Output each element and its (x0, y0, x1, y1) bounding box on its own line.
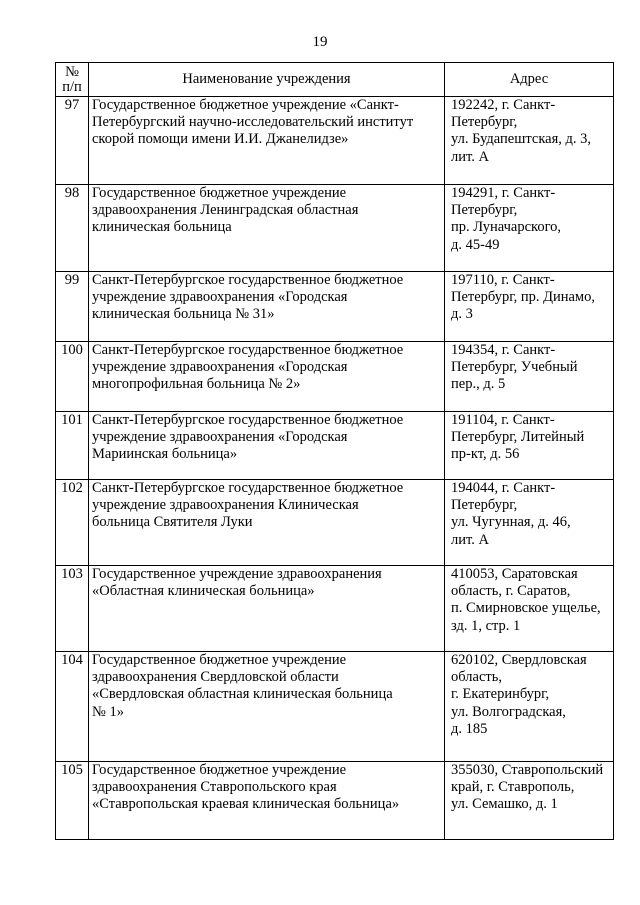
table-row (56, 652, 614, 762)
address-line: 410053, Саратовская (451, 566, 578, 582)
institution-name-line: скорой помощи имени И.И. Джанелидзе» (92, 131, 349, 148)
table-row (56, 762, 614, 840)
address-line: 355030, Ставропольский (451, 762, 604, 778)
table-row (56, 342, 614, 412)
address-line: Петербург, (451, 497, 518, 514)
institution-name-line: Санкт-Петербургское государственное бюджетное (92, 480, 404, 496)
address-line: п. Смирновское ущелье, (451, 600, 601, 617)
institution-name-line: Санкт-Петербургское государственное бюджетное (92, 342, 404, 358)
address-line: Петербург, пр. Динамо, (451, 289, 595, 306)
institution-name-line: Государственное бюджетное учреждение «Санкт- (92, 97, 399, 113)
address-line: г. Екатеринбург, (451, 686, 550, 703)
address-cell (445, 342, 614, 412)
address-cell (445, 566, 614, 652)
address-cell (445, 272, 614, 342)
institution-name-line: № 1» (92, 703, 124, 720)
address-line: ул. Чугунная, д. 46, (451, 514, 571, 531)
address-cell (445, 762, 614, 840)
column-header-name: Наименование учреждения (89, 63, 445, 97)
address-line: 192242, г. Санкт- (451, 97, 556, 113)
row-number-cell (56, 762, 89, 840)
address-line: ул. Волгоградская, (451, 703, 566, 720)
column-header-address: Адрес (445, 63, 614, 97)
row-number: 105 (61, 762, 83, 778)
address-line: лит. А (451, 148, 489, 165)
institution-name-cell (89, 762, 445, 840)
institution-name-line: «Ставропольская краевая клиническая больница» (92, 796, 400, 813)
address-line: 194354, г. Санкт- (451, 342, 556, 358)
institution-name-line: здравоохранения Ленинградская областная (92, 202, 359, 219)
address-line: Петербург, Литейный (451, 429, 585, 446)
column-header-number-line: № (65, 63, 79, 80)
address-cell (445, 652, 614, 762)
address-line: 194291, г. Санкт- (451, 185, 556, 201)
address-line: Петербург, Учебный (451, 359, 578, 376)
address-line: край, г. Ставрополь, (451, 779, 575, 796)
institution-name-line: больница Святителя Луки (92, 514, 253, 531)
table-row (56, 412, 614, 480)
row-number: 102 (61, 480, 83, 496)
address-line: Петербург, (451, 114, 518, 131)
institution-name-line: многопрофильная больница № 2» (92, 376, 301, 393)
institution-name-cell (89, 342, 445, 412)
institution-name-line: Санкт-Петербургское государственное бюджетное (92, 412, 404, 428)
table-row (56, 566, 614, 652)
address-line: область, г. Саратов, (451, 583, 571, 600)
row-number-cell (56, 566, 89, 652)
address-line: лит. А (451, 531, 489, 548)
address-line: д. 185 (451, 720, 488, 737)
institution-name-cell (89, 185, 445, 272)
row-number-cell (56, 272, 89, 342)
table-row (56, 97, 614, 185)
address-line: 194044, г. Санкт- (451, 480, 556, 496)
address-line: 191104, г. Санкт- (451, 412, 555, 428)
address-cell (445, 97, 614, 185)
row-number-cell (56, 97, 89, 185)
institution-name-line: Санкт-Петербургское государственное бюджетное (92, 272, 404, 288)
institution-name-cell (89, 652, 445, 762)
institution-name-cell (89, 97, 445, 185)
institution-name-line: «Свердловская областная клиническая больница (92, 686, 393, 703)
row-number-cell (56, 480, 89, 566)
row-number: 97 (64, 97, 80, 113)
institution-name-line: учреждение здравоохранения Клиническая (92, 497, 359, 514)
institution-name-cell (89, 412, 445, 480)
institution-name-line: учреждение здравоохранения «Городская (92, 359, 348, 376)
institution-name-cell (89, 480, 445, 566)
row-number: 103 (61, 566, 83, 582)
institution-name-line: клиническая больница (92, 219, 232, 236)
institution-name-line: Государственное бюджетное учреждение (92, 652, 347, 668)
row-number: 100 (61, 342, 83, 358)
institution-name-line: здравоохранения Ставропольского края (92, 779, 337, 796)
institution-name-cell (89, 566, 445, 652)
institution-name-line: Государственное учреждение здравоохранения (92, 566, 382, 582)
row-number-cell (56, 185, 89, 272)
institutions-table (55, 62, 614, 840)
address-line: ул. Будапештская, д. 3, (451, 131, 592, 148)
institution-name-line: Государственное бюджетное учреждение (92, 762, 347, 778)
institution-name-line: Государственное бюджетное учреждение (92, 185, 347, 201)
table-header-row (56, 63, 614, 97)
address-cell (445, 480, 614, 566)
table-body (56, 97, 614, 840)
address-line: д. 45-49 (451, 236, 500, 253)
table-row (56, 480, 614, 566)
institution-name-line: «Областная клиническая больница» (92, 583, 315, 600)
address-line: 620102, Свердловская (451, 652, 587, 668)
column-header-number-line: п/п (62, 78, 82, 95)
row-number: 98 (64, 185, 80, 201)
address-line: область, (451, 669, 502, 686)
page-number: 19 (312, 34, 328, 50)
institution-name-line: учреждение здравоохранения «Городская (92, 289, 348, 306)
address-line: пр-кт, д. 56 (451, 446, 520, 463)
address-line: пер., д. 5 (451, 376, 506, 393)
row-number-cell (56, 342, 89, 412)
address-line: пр. Луначарского, (451, 219, 562, 236)
institution-name-line: здравоохранения Свердловской области (92, 669, 339, 686)
table-row (56, 272, 614, 342)
address-cell (445, 185, 614, 272)
address-line: д. 3 (451, 306, 473, 323)
row-number: 104 (61, 652, 83, 668)
institution-name-line: клиническая больница № 31» (92, 306, 275, 323)
column-header-number (56, 63, 89, 97)
address-cell (445, 412, 614, 480)
institution-name-cell (89, 272, 445, 342)
address-line: зд. 1, стр. 1 (451, 617, 521, 634)
address-line: Петербург, (451, 202, 518, 219)
address-line: ул. Семашко, д. 1 (451, 796, 558, 813)
row-number-cell (56, 652, 89, 762)
table-row (56, 185, 614, 272)
row-number-cell (56, 412, 89, 480)
institution-name-line: Мариинская больница» (92, 446, 238, 463)
row-number: 99 (64, 272, 80, 288)
institution-name-line: Петербургский научно-исследовательский институт (92, 114, 414, 131)
row-number: 101 (61, 412, 83, 428)
institution-name-line: учреждение здравоохранения «Городская (92, 429, 348, 446)
address-line: 197110, г. Санкт- (451, 272, 555, 288)
